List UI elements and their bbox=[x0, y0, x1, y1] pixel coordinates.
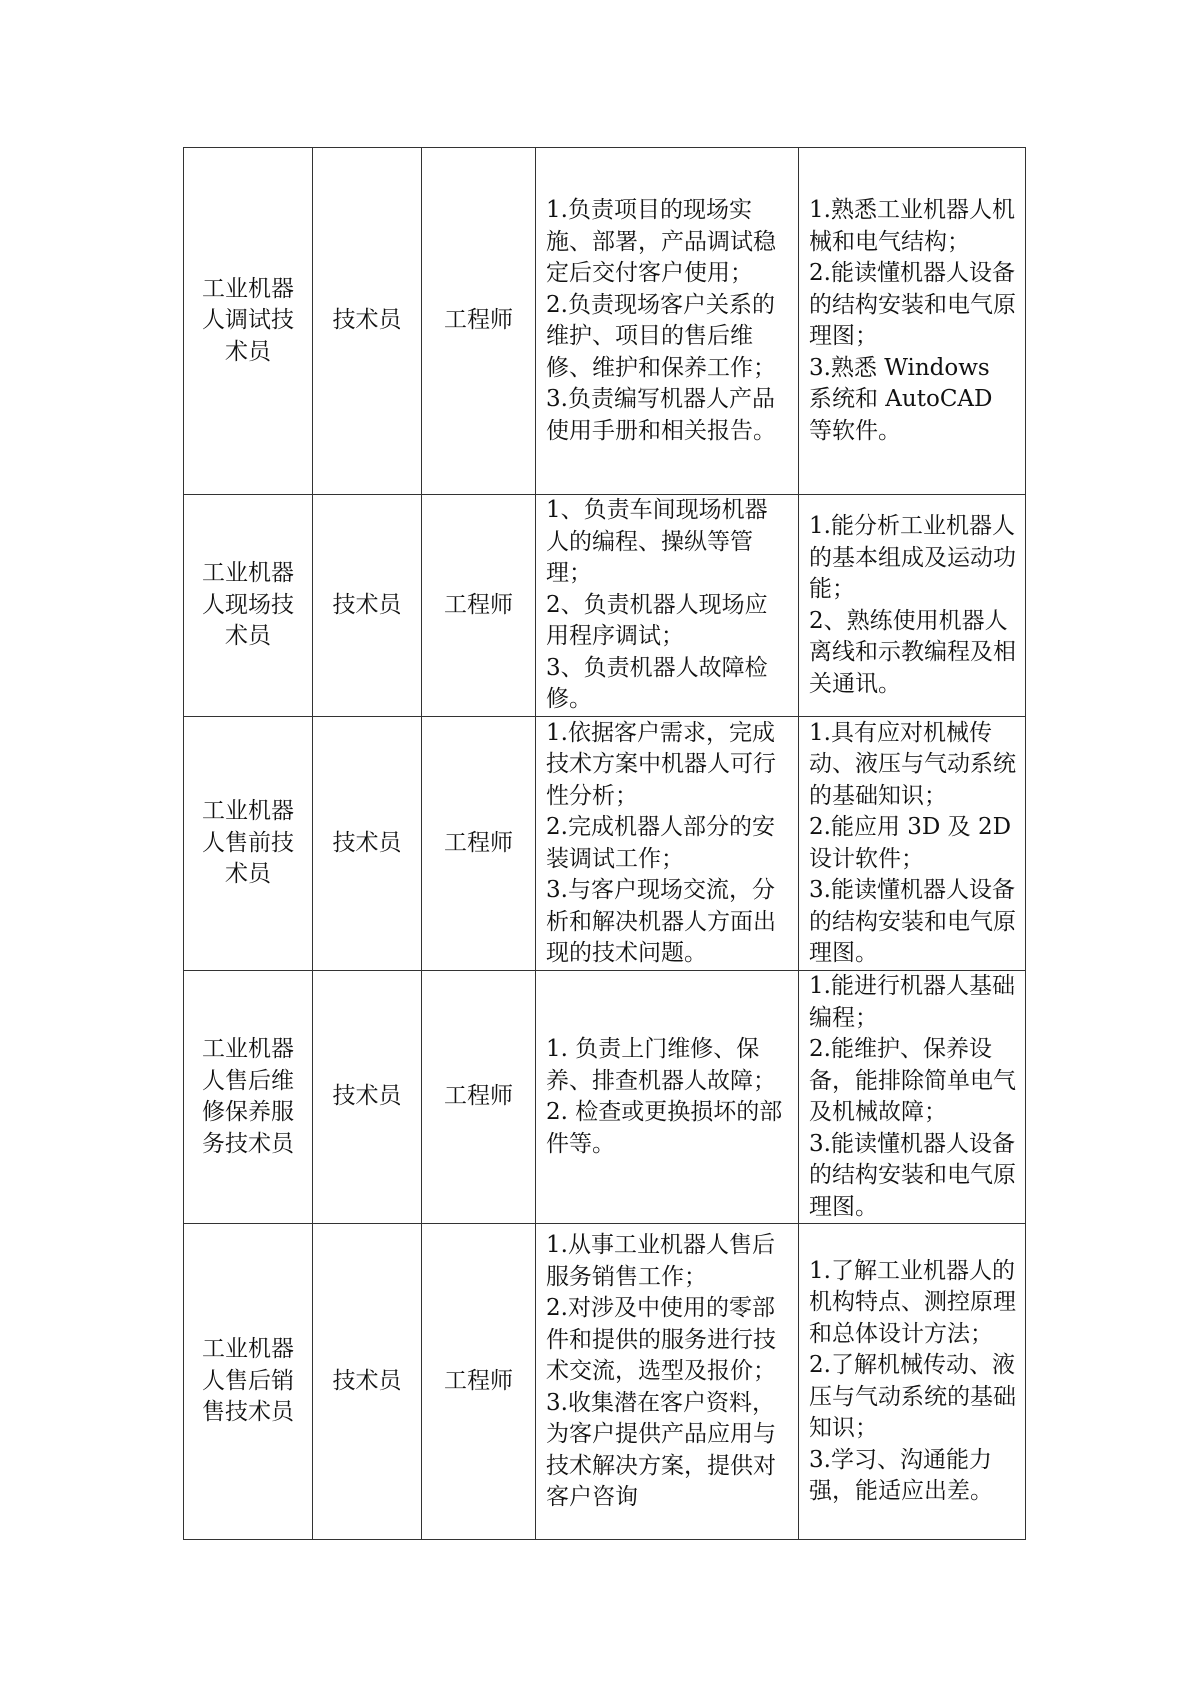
job-duties-cell bbox=[536, 1224, 799, 1540]
requirement-item: 1.能分析工业机器人的基本组成及运动功能； bbox=[809, 513, 1016, 602]
requirement-item: 2.能读懂机器人设备的结构安装和电气原理图； bbox=[809, 260, 1016, 349]
duty-item: 1.负责项目的现场实施、部署，产品调试稳定后交付客户使用； bbox=[546, 197, 776, 286]
table-row bbox=[184, 717, 1026, 971]
job-duties-cell bbox=[536, 717, 799, 971]
requirement-item: 3.能读懂机器人设备的结构安装和电气原理图。 bbox=[809, 877, 1016, 966]
job-level-cell: 技术员 bbox=[313, 971, 422, 1224]
duty-item: 3.与客户现场交流，分析和解决机器人方面出现的技术问题。 bbox=[546, 877, 776, 966]
job-title-cell: 工程师 bbox=[422, 1224, 536, 1540]
duty-item: 3.负责编写机器人产品使用手册和相关报告。 bbox=[546, 386, 776, 444]
job-level-cell: 技术员 bbox=[313, 717, 422, 971]
job-name-cell: 工业机器人现场技术员 bbox=[184, 495, 313, 717]
job-roles-table bbox=[183, 147, 1026, 1540]
duty-item: 2.完成机器人部分的安装调试工作； bbox=[546, 814, 775, 872]
requirement-item: 1.具有应对机械传动、液压与气动系统的基础知识； bbox=[809, 719, 1016, 809]
job-duties-cell bbox=[536, 148, 799, 495]
job-title-cell: 工程师 bbox=[422, 148, 536, 495]
job-requirements-cell bbox=[799, 717, 1026, 971]
requirement-item: 1.熟悉工业机器人机械和电气结构； bbox=[809, 197, 1015, 255]
duty-item: 3、负责机器人故障检修。 bbox=[546, 654, 768, 713]
job-requirements-cell bbox=[799, 1224, 1026, 1540]
job-duties-cell bbox=[536, 971, 799, 1224]
job-level-cell: 技术员 bbox=[313, 495, 422, 717]
requirement-item: 3.熟悉 Windows 系统和 AutoCAD 等软件。 bbox=[809, 354, 993, 444]
requirement-item: 2、熟练使用机器人离线和示教编程及相关通讯。 bbox=[809, 607, 1016, 697]
duty-item: 3.收集潜在客户资料，为客户提供产品应用与技术解决方案，提供对客户咨询 bbox=[546, 1389, 776, 1510]
duty-item: 1.依据客户需求，完成技术方案中机器人可行性分析； bbox=[546, 719, 776, 809]
table-row bbox=[184, 971, 1026, 1224]
requirement-item: 3.学习、沟通能力强，能适应出差。 bbox=[809, 1446, 993, 1504]
duty-item: 1.从事工业机器人售后服务销售工作； bbox=[546, 1232, 775, 1290]
requirement-item: 2.能维护、保养设备，能排除简单电气及机械故障； bbox=[809, 1036, 1016, 1125]
job-level-cell: 技术员 bbox=[313, 148, 422, 495]
requirement-item: 2.了解机械传动、液压与气动系统的基础知识； bbox=[809, 1352, 1016, 1441]
job-requirements-cell bbox=[799, 495, 1026, 717]
duty-item: 2、负责机器人现场应用程序调试； bbox=[546, 591, 768, 650]
job-name-cell: 工业机器人售后维修保养服务技术员 bbox=[184, 971, 313, 1224]
job-name-cell: 工业机器人调试技术员 bbox=[184, 148, 313, 495]
requirement-item: 3.能读懂机器人设备的结构安装和电气原理图。 bbox=[809, 1130, 1016, 1220]
requirement-item: 1.能进行机器人基础编程； bbox=[809, 973, 1015, 1031]
duty-item: 2.对涉及中使用的零部件和提供的服务进行技术交流，选型及报价； bbox=[546, 1295, 776, 1384]
duty-item: 1、负责车间现场机器人的编程、操纵等管理； bbox=[546, 497, 768, 587]
job-requirements-cell bbox=[799, 971, 1026, 1224]
job-level-cell: 技术员 bbox=[313, 1224, 422, 1540]
job-duties-cell bbox=[536, 495, 799, 717]
requirement-item: 2.能应用 3D 及 2D 设计软件； bbox=[809, 814, 1012, 872]
job-title-cell: 工程师 bbox=[422, 495, 536, 717]
table-row bbox=[184, 1224, 1026, 1540]
duty-item: 2. 检查或更换损坏的部件等。 bbox=[546, 1099, 783, 1157]
requirement-item: 1.了解工业机器人的机构特点、测控原理和总体设计方法； bbox=[809, 1257, 1016, 1347]
job-requirements-cell bbox=[799, 148, 1026, 495]
job-name-cell: 工业机器人售前技术员 bbox=[184, 717, 313, 971]
duty-item: 2.负责现场客户关系的维护、项目的售后维修、维护和保养工作； bbox=[546, 291, 776, 381]
job-title-cell: 工程师 bbox=[422, 971, 536, 1224]
table-row bbox=[184, 495, 1026, 717]
duty-item: 1. 负责上门维修、保养、排查机器人故障； bbox=[546, 1036, 776, 1094]
job-title-cell: 工程师 bbox=[422, 717, 536, 971]
table-row bbox=[184, 148, 1026, 495]
job-name-cell: 工业机器人售后销售技术员 bbox=[184, 1224, 313, 1540]
